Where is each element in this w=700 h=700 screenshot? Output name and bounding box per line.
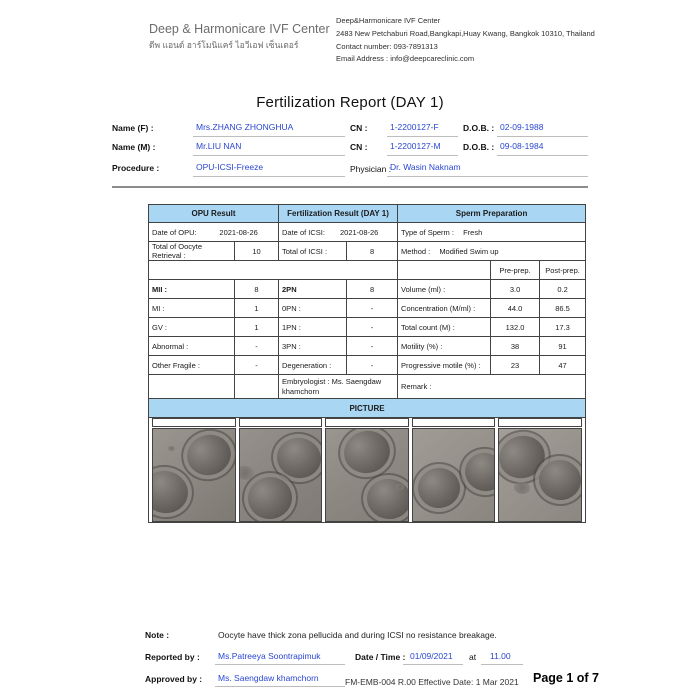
physician-value: Dr. Wasin Naknam [390,162,461,172]
2pn-label: 2PN [279,280,347,299]
field-underline [193,136,345,137]
picture-section-header: PICTURE [149,399,586,418]
opu-date-label: Date of OPU: [152,227,197,237]
picture-label-cell [239,418,323,427]
form-reference: FM-EMB-004 R.00 Effective Date: 1 Mar 2021 [345,677,519,687]
total-count-post: 17.3 [540,318,586,337]
field-underline [497,136,588,137]
oocyte [364,476,408,522]
cell-debris [514,482,530,494]
mi-value: 1 [235,299,279,318]
other-fragile-label: Other Fragile : [149,356,235,375]
opu-date-cell [149,223,279,242]
abnormal-label: Abnormal : [149,337,235,356]
0pn-label: 0PN : [279,299,347,318]
results-table [148,204,586,523]
total-icsi-label: Total of ICSI : [279,242,347,261]
clinic-name-thai: ดีพ แอนด์ ฮาร์โมนิแคร์ ไอวีเอฟ เซ็นเตอร์ [149,40,299,50]
progressive-motile-post: 47 [540,356,586,375]
table-row [149,280,586,299]
section-header-opu: OPU Result [149,205,279,223]
clinic-header [145,14,595,66]
mi-label: MI : [149,299,235,318]
total-icsi-value: 8 [347,242,398,261]
cn-f-value: 1-2200127-F [390,122,439,132]
oocyte [245,474,294,522]
field-underline [387,176,588,177]
contact-line-address: 2483 New Petchaburi Road,Bangkapi,Huay Kwang, Bangkok 10310, Thailand [336,28,595,38]
contact-line-email: Email Address : info@deepcareclinic.com [336,54,475,64]
field-underline [497,155,588,156]
embryologist-cell: Embryologist : Ms. Saengdaw khamchorn [279,375,398,399]
volume-pre: 3.0 [491,280,540,299]
gv-value: 1 [235,318,279,337]
sperm-type-label: Type of Sperm : [401,227,454,237]
at-label: at [469,652,477,662]
cell-debris [168,446,175,451]
oocyte [416,466,462,510]
remark-cell: Remark : [398,375,586,399]
oocyte-photo [498,428,582,522]
table-row [149,399,586,418]
oocyte [182,429,235,481]
3pn-value: - [347,337,398,356]
section-header-fertilization: Fertilization Result (DAY 1) [279,205,398,223]
spacer-cell [149,375,235,399]
sperm-method-label: Method : [401,246,431,256]
dob-f-label: D.O.B. : [463,123,495,133]
opu-date-value: 2021-08-26 [219,227,258,237]
picture-label-cell [325,418,409,427]
oocyte [152,467,191,518]
motility-post: 91 [540,337,586,356]
oocyte [274,435,322,482]
pre-prep-header: Pre-prep. [491,261,540,280]
progressive-motile-label: Progressive motile (%) : [398,356,491,375]
table-section-header-row [149,205,586,223]
picture-image-strip [152,428,582,522]
table-row [149,223,586,242]
name-m-label: Name (M) : [112,142,156,152]
contact-line-phone: Contact number: 093-7891313 [336,41,438,51]
gv-label: GV : [149,318,235,337]
mii-value: 8 [235,280,279,299]
table-row [149,337,586,356]
reported-by-label: Reported by : [145,652,200,662]
abnormal-value: - [235,337,279,356]
sperm-method-value: Modified Swim up [439,246,499,256]
cn-f-label: CN : [350,123,368,133]
picture-label-cell [412,418,496,427]
motility-label: Motility (%) : [398,337,491,356]
section-divider [112,186,588,188]
concentration-post: 86.5 [540,299,586,318]
name-f-label: Name (F) : [112,123,154,133]
oocyte-photo [325,428,409,522]
table-row [149,375,586,399]
volume-label: Volume (ml) : [398,280,491,299]
spacer-cell [149,261,398,280]
total-count-pre: 132.0 [491,318,540,337]
table-row [149,318,586,337]
cn-m-value: 1-2200127-M [390,141,441,151]
table-row [149,299,586,318]
table-row [149,418,586,523]
table-row [149,261,586,280]
spacer-cell [398,261,491,280]
picture-area [149,418,586,523]
oocyte [340,428,395,478]
field-underline [215,686,345,687]
concentration-label: Concentration (M/ml) : [398,299,491,318]
degeneration-value: - [347,356,398,375]
oocyte-retrieval-label: Total of Oocyte Retrieval : [149,242,235,261]
cn-m-label: CN : [350,142,368,152]
field-underline [193,155,345,156]
icsi-date-value: 2021-08-26 [339,227,379,237]
other-fragile-value: - [235,356,279,375]
sperm-type-value: Fresh [463,227,483,237]
clinic-contact-block [336,14,595,66]
volume-post: 0.2 [540,280,586,299]
total-count-label: Total count (M) : [398,318,491,337]
oocyte [461,449,495,496]
field-underline [215,664,345,665]
cell-debris [239,466,255,480]
date-value: 01/09/2021 [410,651,453,661]
field-underline [481,664,523,665]
note-text: Oocyte have thick zona pellucida and during ICSI no resistance breakage. [218,630,497,640]
3pn-label: 3PN : [279,337,347,356]
field-underline [403,664,463,665]
dob-m-label: D.O.B. : [463,142,495,152]
spacer-cell [235,375,279,399]
procedure-label: Procedure : [112,163,160,173]
dob-m-value: 09-08-1984 [500,141,544,151]
degeneration-label: Degeneration : [279,356,347,375]
icsi-date-cell [279,223,398,242]
field-underline [387,155,458,156]
2pn-value: 8 [347,280,398,299]
oocyte-retrieval-value: 10 [235,242,279,261]
picture-label-strip [152,418,582,428]
clinic-name: Deep & Harmonicare IVF Center [149,22,330,36]
physician-label: Physician : [350,164,392,174]
datetime-label: Date / Time : [355,652,406,662]
sperm-type-cell [398,223,586,242]
procedure-value: OPU-ICSI-Freeze [196,162,264,172]
sperm-method-cell [398,242,586,261]
approved-by-value: Ms. Saengdaw khamchorn [218,673,319,683]
post-prep-header: Post-prep. [540,261,586,280]
0pn-value: - [347,299,398,318]
name-m-value: Mr.LIU NAN [196,141,242,151]
field-underline [387,136,458,137]
picture-label-cell [498,418,582,427]
1pn-label: 1PN : [279,318,347,337]
motility-pre: 38 [491,337,540,356]
table-row [149,356,586,375]
section-header-sperm: Sperm Preparation [398,205,586,223]
1pn-value: - [347,318,398,337]
contact-line-name: Deep&Harmonicare IVF Center [336,16,441,25]
oocyte-photo [239,428,323,522]
picture-label-cell [152,418,236,427]
progressive-motile-pre: 23 [491,356,540,375]
reported-by-value: Ms.Patreeya Soontrapimuk [218,651,321,661]
name-f-value: Mrs.ZHANG ZHONGHUA [196,122,294,132]
page-number: Page 1 of 7 [533,671,599,685]
icsi-date-label: Date of ICSI: [282,227,325,237]
note-label: Note : [145,630,170,640]
oocyte-photo [152,428,236,522]
mii-label: MII : [149,280,235,299]
dob-f-value: 02-09-1988 [500,122,544,132]
concentration-pre: 44.0 [491,299,540,318]
approved-by-label: Approved by : [145,674,203,684]
table-row [149,242,586,261]
report-title: Fertilization Report (DAY 1) [256,94,444,111]
oocyte-photo [412,428,496,522]
field-underline [193,176,345,177]
time-value: 11.00 [490,651,511,661]
